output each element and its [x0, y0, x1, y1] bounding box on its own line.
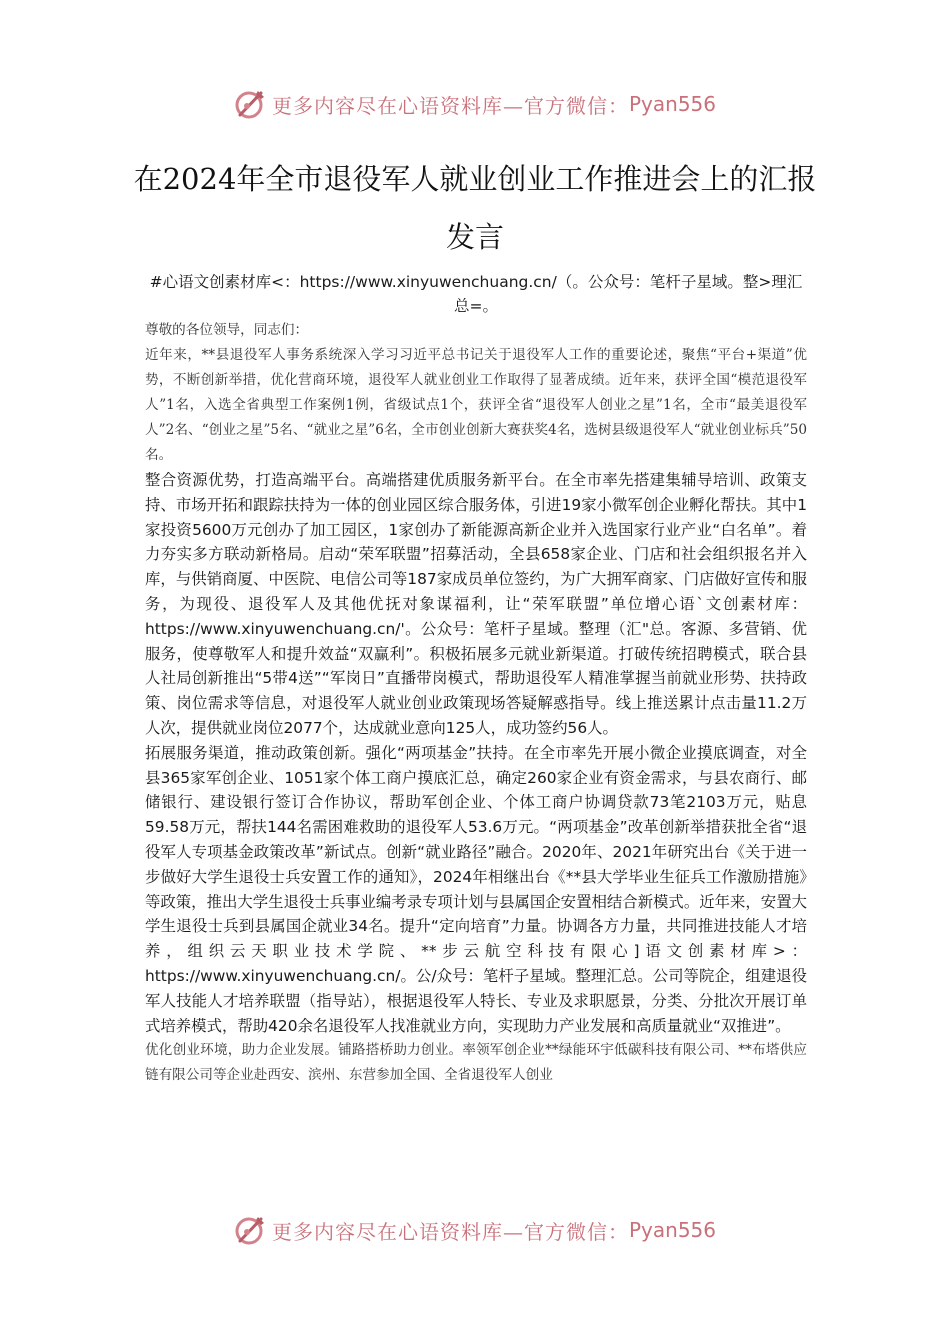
paragraph-policy: 拓展服务渠道，推动政策创新。强化“两项基金”扶持。在全市率先开展小微企业摸底调查，对全县365家军创企业、1051家个体工商户摸底汇总，确定260家企业有资金需求，与县农商行、邮储银行、建设银行签订合作协议，帮助军创企业、个体工商户协调贷款73笔2103万元，贴息59.58万元，帮扶144名需困难救助的退役军人53.6万元。“两项基金”改革创新举措获批全省“退役军人专项基金政策改革”新试点。创新“就业路径”融合。2020年、2021年研究出台《关于进一步做好大学生退役士兵安置工作的通知》，2024年相继出台《**县大学毕业生征兵工作激励措施》等政策，推出大学生退役士兵事业编考录专项计划与县属国企安置相结合新模式。近年来，安置大学生退役士兵到县属国企就业34名。提升“定向培育”力量。协调各方力量，共同推进技能人才培养，组织云天职业技术学院、**步云航空科技有限心]语文创素材库>：https://www.xinyuwenchuang.cn/。公/众号：笔杆子星域。整理汇总。公司等院企，组建退役军人技能人才培养联盟（指导站），根据退役军人特长、专业及求职愿景，分类、分批次开展订单式培养模式，帮助420余名退役军人找准就业方向，实现助力产业发展和高质量就业“双推进”。 — [145, 743, 807, 1035]
pen-logo-icon — [234, 1213, 268, 1247]
document-title: 在2024年全市退役军人就业创业工作推进会上的汇报发言 — [133, 162, 817, 254]
document-body — [145, 270, 807, 1188]
source-line: #心语文创素材库<：https://www.xinyuwenchuang.cn/（。公众号：笔杆子星域。整>理汇总=。 — [149, 273, 803, 315]
wechat-id: Pyan556 — [628, 1218, 716, 1242]
pen-logo-icon — [234, 87, 268, 121]
banner-text: 更多内容尽在心语资料库—官方微信： — [271, 1219, 629, 1244]
paragraph-intro: 近年来，**县退役军人事务系统深入学习习近平总书记关于退役军人工作的重要论述，聚焦“平台+渠道”优势，不断创新举措，优化营商环境，退役军人就业创业工作取得了显著成绩。近年来，获评全国“模范退役军人”1名，入选全省典型工作案例1例，省级试点1个，获评全省“退役军人创业之星”1名，全市“最美退役军人”2名、“创业之星”5名、“就业之星”6名，全市创业创新大赛获奖4名，选树县级退役军人“就业创业标兵”50名。 — [145, 347, 807, 463]
salutation: 尊敬的各位领导，同志们： — [145, 322, 309, 338]
wechat-id: Pyan556 — [628, 92, 716, 116]
banner-text: 更多内容尽在心语资料库—官方微信： — [271, 93, 629, 118]
footer-banner — [0, 1210, 950, 1250]
header-banner — [0, 84, 950, 124]
paragraph-platform: 整合资源优势，打造高端平台。高端搭建优质服务新平台。在全市率先搭建集辅导培训、政策支持、市场开拓和跟踪扶持为一体的创业园区综合服务体，引进19家小微军创企业孵化帮扶。其中1家投资5600万元创办了加工园区，1家创办了新能源高新企业并入选国家行业产业“白名单”。着力夯实多方联动新格局。启动“荣军联盟”招募活动，全县658家企业、门店和社会组织报名并入库，与供销商厦、中医院、电信公司等187家成员单位签约，为广大拥军商家、门店做好宣传和服务，为现役、退役军人及其他优抚对象谋福利，让“荣军联盟”单位增心语`文创素材库：https://www.xinyuwenchuang.cn/'。公众号：笔杆子星域。整理（汇"总。客源、多营销、优服务，使尊敬军人和提升效益“双赢利”。积极拓展多元就业新渠道。打破传统招聘模式，联合县人社局创新推出“5带4送”“军岗日”直播带岗模式，帮助退役军人精准掌握当前就业形势、扶持政策、岗位需求等信息，对退役军人就业创业政策现场答疑解惑指导。线上推送累计点击量11.2万人次，提供就业岗位2077个，达成就业意向125人，成功签约56人。 — [145, 471, 807, 737]
paragraph-environment: 优化创业环境，助力企业发展。铺路搭桥助力创业。率领军创企业**绿能环宇低碳科技有限公司、**布塔供应链有限公司等企业赴西安、滨州、东营参加全国、全省退役军人创业 — [145, 1042, 807, 1084]
